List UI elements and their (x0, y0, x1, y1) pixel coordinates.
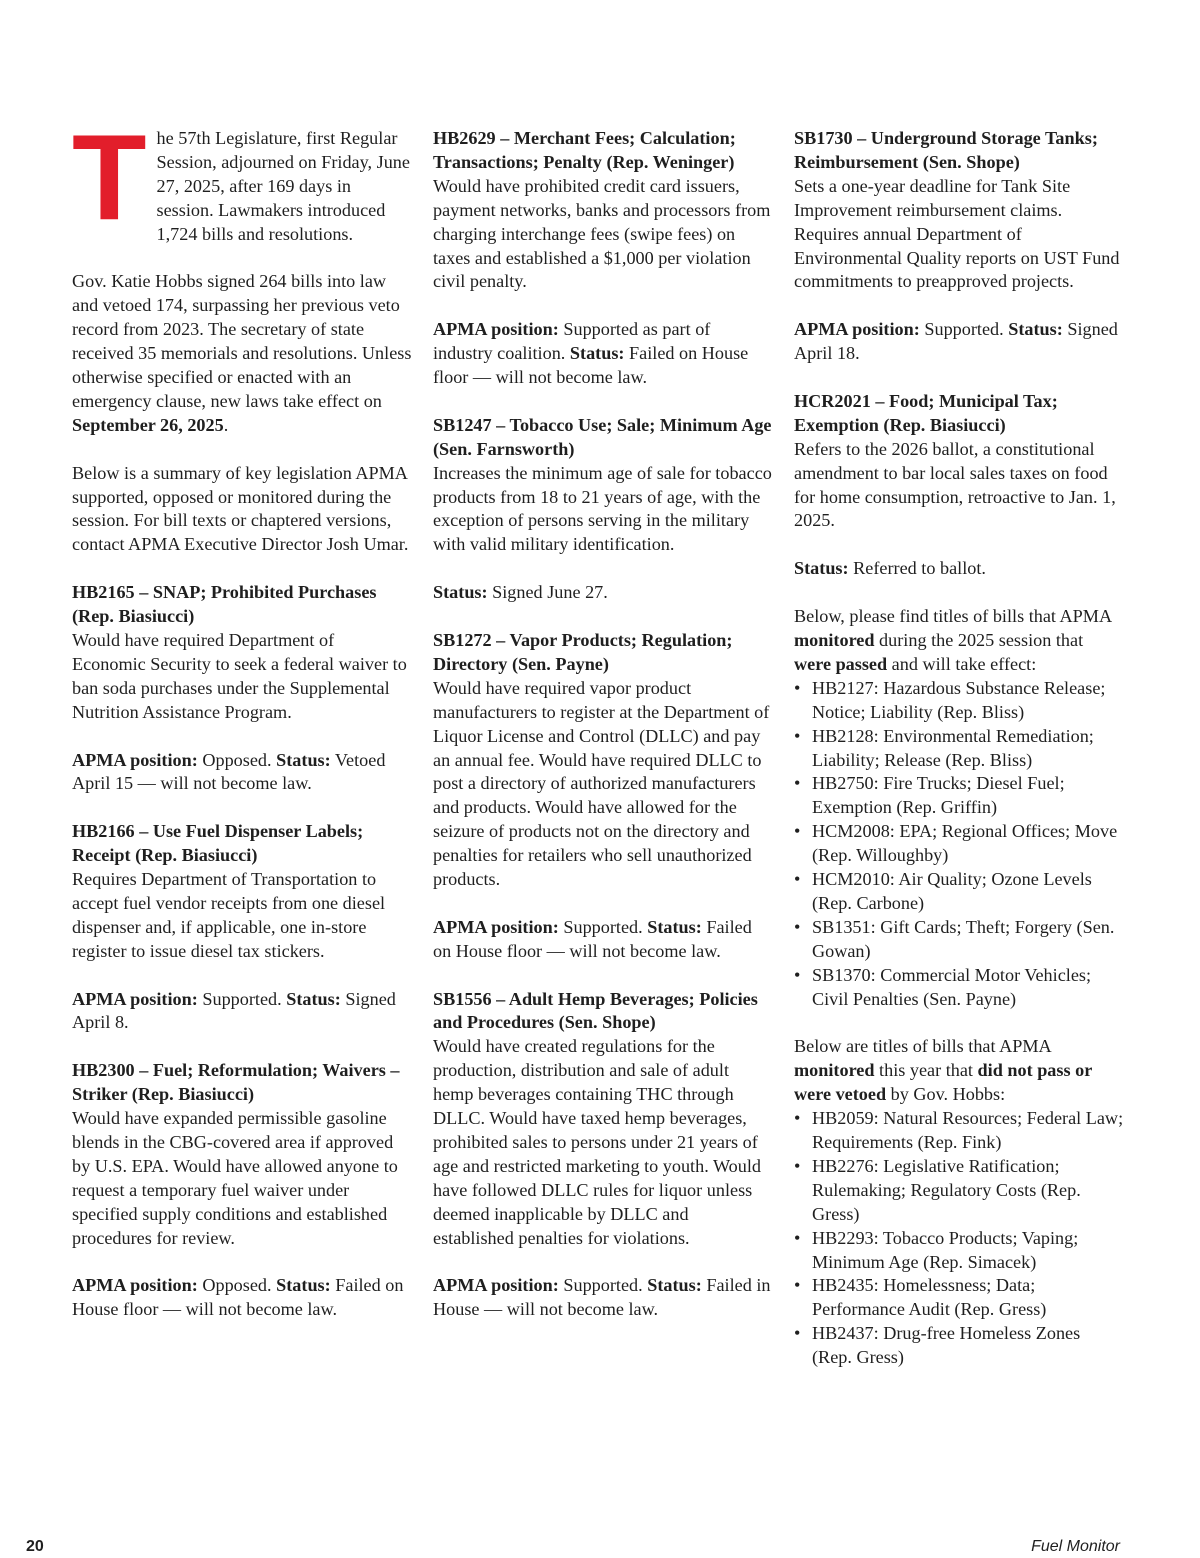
bill-description: Refers to the 2026 ballot, a constitutional amendment to bar local sales taxes on food for home consumption, retroactive to Jan. 1, 2025. (794, 438, 1116, 531)
bill-hb2300 (72, 1059, 412, 1322)
bill-description: Increases the minimum age of sale for tobacco products from 18 to 21 years of age, with the exception of persons serving in the military with valid military identification. (433, 462, 772, 555)
bill-sb1556 (433, 988, 773, 1323)
column-3 (794, 127, 1124, 1394)
bill-title: HB2165 – SNAP; Prohibited Purchases (Rep. Biasiucci) (72, 582, 377, 627)
list-item: • HB2437: Drug-free Homeless Zones (Rep. Gress) (794, 1322, 1124, 1370)
bill-title: SB1730 – Underground Storage Tanks; Reimbursement (Sen. Shope) (794, 128, 1098, 172)
bill-status: APMA position: Opposed. Status: Failed on House floor — will not become law. (72, 1275, 404, 1320)
passed-intro: Below, please find titles of bills that APMA monitored during the 2025 session that were passed and will take effect: (794, 606, 1112, 674)
passed-bills-section (794, 605, 1124, 1011)
list-item: • HCM2010: Air Quality; Ozone Levels (Rep. Carbone) (794, 868, 1124, 916)
bill-status: APMA position: Supported as part of industry coalition. Status: Failed on House floor — will not become law. (433, 319, 749, 388)
drop-cap: T (72, 109, 147, 245)
bill-description: Would have expanded permissible gasoline blends in the CBG-covered area if approved by U.S. EPA. Would have allowed anyone to request a temporary fuel waiver under specified supply conditions and established procedures for review. (72, 1108, 398, 1248)
failed-bills-list (794, 1107, 1124, 1370)
intro-paragraph-3: Below is a summary of key legislation APMA supported, opposed or monitored during the session. For bill texts or chaptered versions, contact APMA Executive Director Josh Umar. (72, 462, 409, 555)
failed-intro: Below are titles of bills that APMA monitored this year that did not pass or were vetoed by Gov. Hobbs: (794, 1036, 1092, 1105)
effective-date: September 26, 2025 (72, 414, 224, 435)
bill-status: Status: Referred to ballot. (794, 558, 986, 579)
bill-description: Would have required Department of Economic Security to seek a federal waiver to ban soda purchases under the Supplemental Nutrition Assistance Program. (72, 629, 407, 722)
list-item: • HB2059: Natural Resources; Federal Law; Requirements (Rep. Fink) (794, 1107, 1124, 1155)
bill-description: Requires Department of Transportation to accept fuel vendor receipts from one diesel dispenser and, if applicable, one in-store register to issue diesel tax stickers. (72, 869, 386, 961)
column-2 (433, 127, 773, 1346)
bill-status: APMA position: Supported. Status: Signed April 8. (72, 988, 396, 1033)
list-item: • HCM2008: EPA; Regional Offices; Move (Rep. Willoughby) (794, 820, 1124, 868)
list-item: • HB2750: Fire Trucks; Diesel Fuel; Exemption (Rep. Griffin) (794, 772, 1124, 820)
bill-title: HB2629 – Merchant Fees; Calculation; Transactions; Penalty (Rep. Weninger) (433, 128, 736, 172)
intro-paragraph-2: Gov. Katie Hobbs signed 264 bills into law and vetoed 174, surpassing her previous veto record from 2023. The secretary of state received 35 memorials and resolutions. Unless otherwise specified or enacted with an emergency clause, new laws take effect on September 26, 2025. (72, 271, 412, 435)
bill-status: APMA position: Supported. Status: Failed in House — will not become law. (433, 1275, 771, 1320)
bill-sb1247 (433, 414, 773, 605)
bill-hb2629 (433, 127, 773, 390)
list-item: • HB2127: Hazardous Substance Release; Notice; Liability (Rep. Bliss) (794, 677, 1124, 725)
list-item: • HB2293: Tobacco Products; Vaping; Minimum Age (Rep. Simacek) (794, 1227, 1124, 1275)
bill-status: APMA position: Supported. Status: Failed on House floor — will not become law. (433, 916, 752, 961)
list-item: • SB1370: Commercial Motor Vehicles; Civil Penalties (Sen. Payne) (794, 964, 1124, 1012)
list-item: • HB2276: Legislative Ratification; Rulemaking; Regulatory Costs (Rep. Gress) (794, 1155, 1124, 1227)
list-item: • HB2128: Environmental Remediation; Liability; Release (Rep. Bliss) (794, 725, 1124, 773)
intro-paragraph-1: The 57th Legislature, first Regular Session, adjourned on Friday, June 27, 2025, after 169 days in session. Lawmakers introduced 1,724 bills and resolutions. (72, 109, 410, 245)
bill-hb2165 (72, 581, 412, 796)
bill-title: HB2166 – Use Fuel Dispenser Labels; Receipt (Rep. Biasiucci) (72, 821, 364, 866)
passed-bills-list (794, 677, 1124, 1012)
failed-bills-section (794, 1035, 1124, 1370)
bill-title: SB1556 – Adult Hemp Beverages; Policies and Procedures (Sen. Shope) (433, 988, 758, 1033)
page-number: 20 (26, 1538, 44, 1555)
bill-status: APMA position: Supported. Status: Signed April 18. (794, 319, 1118, 364)
bill-status: APMA position: Opposed. Status: Vetoed April 15 — will not become law. (72, 749, 386, 794)
column-1 (72, 109, 412, 1346)
list-item: • SB1351: Gift Cards; Theft; Forgery (Sen. Gowan) (794, 916, 1124, 964)
bill-title: SB1247 – Tobacco Use; Sale; Minimum Age (Sen. Farnsworth) (433, 414, 772, 459)
bill-title: HCR2021 – Food; Municipal Tax; Exemption (Rep. Biasiucci) (794, 390, 1058, 435)
bill-description: Would have required vapor product manufacturers to register at the Department of Liquor License and Control (DLLC) and pay an annual fee. Would have required DLLC to post a directory of authorized manufacturers and products. Would have allowed for the seizure of products not on the directory and penalties for retailers who sell unauthorized products. (433, 677, 770, 890)
bill-hcr2021 (794, 390, 1124, 581)
publication-name: Fuel Monitor (1031, 1538, 1120, 1555)
bill-title: HB2300 – Fuel; Reformulation; Waivers – Striker (Rep. Biasiucci) (72, 1060, 400, 1105)
list-item: • HB2435: Homelessness; Data; Performance Audit (Rep. Gress) (794, 1274, 1124, 1322)
bill-status: Status: Signed June 27. (433, 582, 608, 603)
bill-description: Would have created regulations for the production, distribution and sale of adult hemp beverages containing THC through DLLC. Would have taxed hemp beverages, prohibited sales to persons under 21 years of age and restricted marketing to youth. Would have followed DLLC rules for liquor unless deemed inapplicable by DLLC and established penalties for violations. (433, 1036, 762, 1248)
bill-hb2166 (72, 820, 412, 1035)
bill-description: Would have prohibited credit card issuers, payment networks, banks and processors from charging interchange fees (swipe fees) on taxes and established a $1,000 per violation civil penalty. (433, 175, 771, 292)
bill-description: Sets a one-year deadline for Tank Site Improvement reimbursement claims. Requires annual Department of Environmental Quality reports on UST Fund commitments to preapproved projects. (794, 175, 1120, 292)
bill-sb1272 (433, 629, 773, 964)
bill-title: SB1272 – Vapor Products; Regulation; Directory (Sen. Payne) (433, 629, 733, 674)
bill-sb1730 (794, 127, 1124, 366)
